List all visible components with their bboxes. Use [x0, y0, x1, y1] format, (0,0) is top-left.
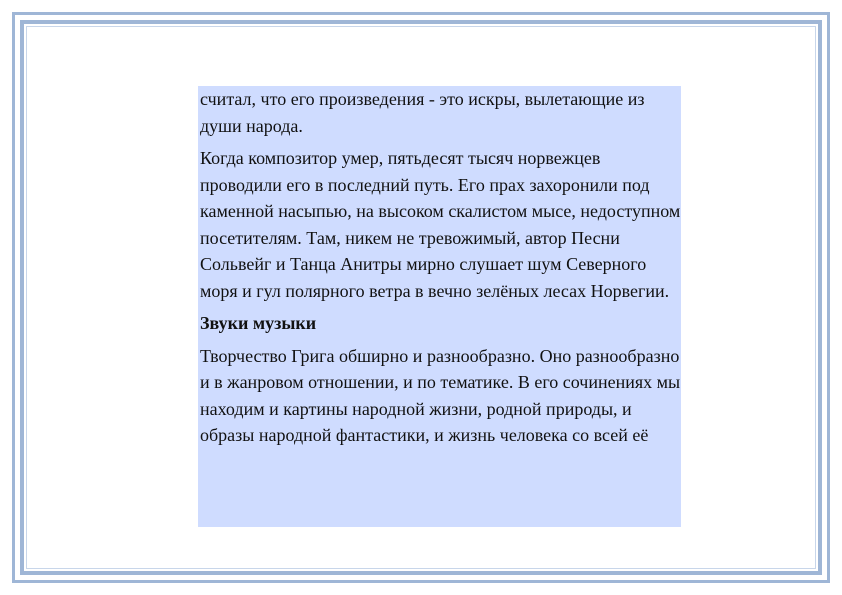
paragraph-continuation: считал, что его произведения - это искры, вылетающие из души народа. — [200, 89, 645, 136]
section-heading: Звуки музыки — [200, 313, 317, 333]
paragraph-creativity: Творчество Грига обширно и разнообразно. Оно разнообразно и в жанровом отношении, и по тематике. В его сочинениях мы находим и картины народной жизни, родной природы, и образы народной фантастики, и жизнь человека со всей её — [200, 345, 681, 445]
text-block — [198, 86, 681, 527]
paragraph-funeral: Когда композитор умер, пятьдесят тысяч норвежцев проводили его в последний путь. Его прах захоронили под каменной насыпью, на высоком скалистом мысе, недоступном посетителям. Там, никем не тревожимый, автор Песни Сольвейг и Танца Анитры мирно слушает шум Северного моря и гул полярного ветра в вечно зелёных лесах Норвегии. — [200, 148, 681, 301]
